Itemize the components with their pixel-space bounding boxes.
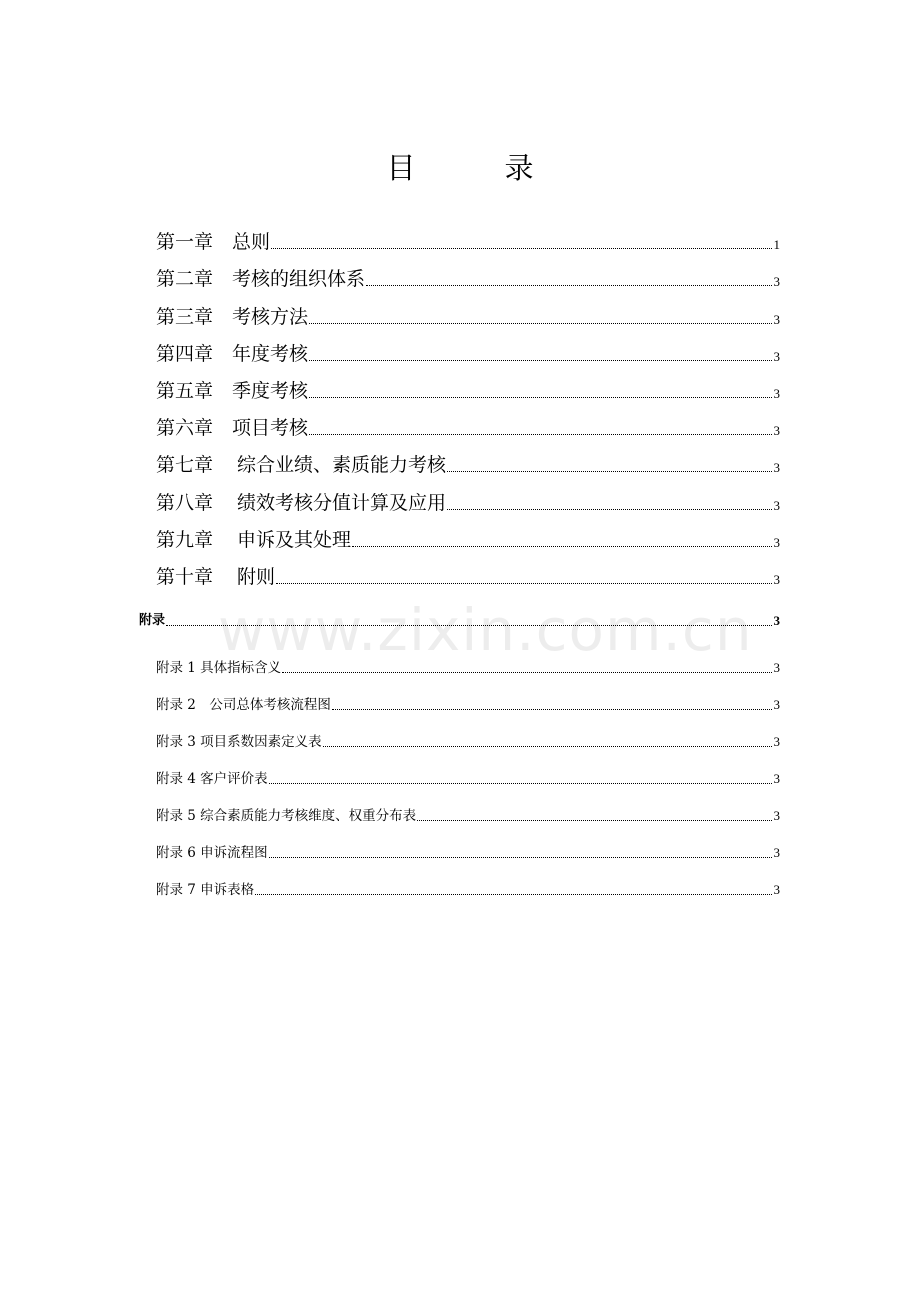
dot-leader [269, 856, 772, 858]
appendix-item-label: 附录 1 具体指标含义 [156, 660, 282, 676]
appendix-item-label: 附录 7 申诉表格 [156, 882, 255, 898]
chapter-number: 第九章 [156, 529, 214, 551]
toc-chapter-2[interactable] [156, 266, 780, 292]
toc-appendix-item-7[interactable] [156, 881, 780, 899]
page-number: 3 [773, 498, 780, 513]
page-title: 目 录 [386, 151, 564, 185]
dot-leader [447, 470, 771, 472]
chapter-title: 考核的组织体系 [232, 268, 366, 290]
page-number: 3 [773, 697, 780, 712]
appendix-item-label: 附录 5 综合素质能力考核维度、权重分布表 [156, 808, 417, 824]
appendix-item-label: 附录 4 客户评价表 [156, 771, 268, 787]
dot-leader [269, 782, 772, 784]
page-number: 3 [773, 460, 780, 475]
toc-chapter-6[interactable] [156, 415, 780, 441]
toc-appendix-item-5[interactable] [156, 807, 780, 825]
page-number: 3 [773, 423, 780, 438]
page-number: 3 [773, 535, 780, 550]
dot-leader [352, 545, 771, 547]
dot-leader [332, 708, 772, 710]
dot-leader [309, 433, 771, 435]
dot-leader [309, 359, 771, 361]
toc-chapter-4[interactable] [156, 341, 780, 367]
chapter-title: 总则 [232, 231, 271, 253]
page-number: 3 [773, 274, 780, 289]
toc-chapter-3[interactable] [156, 304, 780, 330]
chapter-title: 综合业绩、素质能力考核 [237, 454, 447, 476]
page-number: 3 [773, 808, 780, 823]
toc-chapter-10[interactable] [156, 564, 780, 590]
appendix-item-label: 附录 3 项目系数因素定义表 [156, 734, 322, 750]
dot-leader [166, 624, 771, 626]
toc-appendix-item-1[interactable] [156, 659, 780, 677]
appendix-item-label: 附录 2 公司总体考核流程图 [156, 697, 331, 713]
chapter-number: 第四章 [156, 343, 214, 365]
page-number: 3 [773, 613, 780, 628]
chapter-title: 绩效考核分值计算及应用 [237, 492, 447, 514]
chapter-number: 第五章 [156, 380, 214, 402]
toc-chapter-7[interactable] [156, 452, 780, 478]
chapter-title: 考核方法 [232, 306, 309, 328]
watermark: www.zixin.com.cn [218, 596, 753, 664]
appendix-item-label: 附录 6 申诉流程图 [156, 845, 268, 861]
dot-leader [309, 396, 771, 398]
toc-appendix-item-6[interactable] [156, 844, 780, 862]
page-number: 3 [773, 845, 780, 860]
dot-leader [255, 893, 771, 895]
chapter-title: 申诉及其处理 [237, 529, 352, 551]
chapter-title: 季度考核 [232, 380, 309, 402]
dot-leader [417, 819, 771, 821]
dot-leader [276, 582, 771, 584]
toc-chapter-5[interactable] [156, 378, 780, 404]
page-number: 3 [773, 882, 780, 897]
toc-chapter-8[interactable] [156, 490, 780, 516]
page-number: 3 [773, 660, 780, 675]
toc-appendix-item-2[interactable] [156, 696, 780, 714]
chapter-number: 第三章 [156, 306, 214, 328]
page-number: 1 [773, 237, 780, 252]
page-number: 3 [773, 572, 780, 587]
toc-chapter-9[interactable] [156, 527, 780, 553]
toc-appendix[interactable] [139, 612, 780, 630]
dot-leader [323, 745, 772, 747]
chapter-title: 项目考核 [232, 417, 309, 439]
dot-leader [366, 284, 771, 286]
chapter-number: 第七章 [156, 454, 214, 476]
page-number: 3 [773, 771, 780, 786]
chapter-title: 附则 [237, 566, 276, 588]
toc-chapter-1[interactable] [156, 229, 780, 255]
chapter-title: 年度考核 [232, 343, 309, 365]
appendix-label: 附录 [139, 613, 166, 628]
dot-leader [282, 671, 771, 673]
chapter-number: 第一章 [156, 231, 214, 253]
dot-leader [309, 322, 771, 324]
dot-leader [447, 508, 771, 510]
page-number: 3 [773, 734, 780, 749]
chapter-number: 第十章 [156, 566, 214, 588]
chapter-number: 第六章 [156, 417, 214, 439]
dot-leader [271, 247, 771, 249]
toc-appendix-item-4[interactable] [156, 770, 780, 788]
page-number: 3 [773, 386, 780, 401]
chapter-number: 第二章 [156, 268, 214, 290]
page-number: 3 [773, 349, 780, 364]
toc-appendix-item-3[interactable] [156, 733, 780, 751]
chapter-number: 第八章 [156, 492, 214, 514]
page-number: 3 [773, 312, 780, 327]
